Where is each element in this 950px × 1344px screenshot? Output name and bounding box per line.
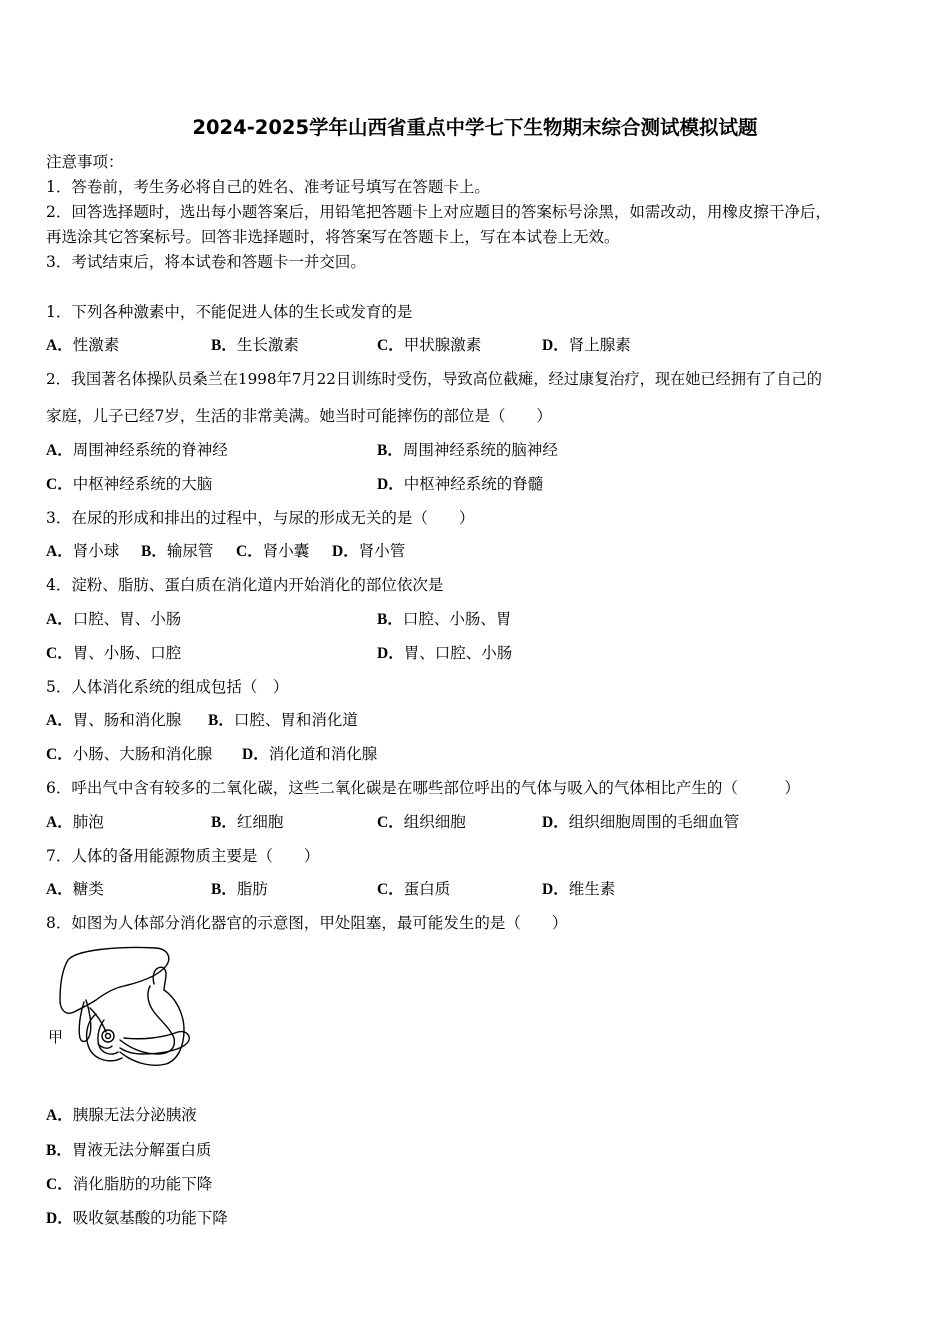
q3-option-b: B．输尿管 (141, 542, 214, 560)
q8-option-c: C．消化脂肪的功能下降 (46, 1175, 213, 1193)
q2-option-d: D．中枢神经系统的脊髓 (377, 475, 544, 493)
q8-option-a: A．胰腺无法分泌胰液 (46, 1106, 197, 1124)
question-7-stem: 7．人体的备用能源物质主要是（ ） (46, 847, 320, 865)
q4-option-a: A．口腔、胃、小肠 (46, 610, 182, 628)
q1-option-d: D．肾上腺素 (542, 336, 631, 354)
q7-option-b: B．脂肪 (211, 880, 268, 898)
q6-option-b: B．红细胞 (211, 813, 284, 831)
question-2-stem-cont: 家庭，儿子已经7岁，生活的非常美满。她当时可能摔伤的部位是（ ） (46, 407, 552, 425)
q7-option-a: A．糖类 (46, 880, 104, 898)
question-4-stem: 4．淀粉、脂肪、蛋白质在消化道内开始消化的部位依次是 (46, 576, 444, 594)
q7-option-c: C．蛋白质 (377, 880, 451, 898)
q4-option-d: D．胃、口腔、小肠 (377, 644, 513, 662)
digestive-organs-diagram (46, 942, 196, 1072)
page-title: 2024-2025学年山西省重点中学七下生物期末综合测试模拟试题 (192, 116, 758, 139)
q2-option-c: C．中枢神经系统的大脑 (46, 475, 213, 493)
digestive-organs-figure (46, 942, 196, 1072)
q6-option-a: A．肺泡 (46, 813, 104, 831)
q5-option-c: C．小肠、大肠和消化腺 (46, 745, 213, 763)
question-8-stem: 8．如图为人体部分消化器官的示意图，甲处阻塞，最可能发生的是（ ） (46, 914, 568, 932)
figure-label-jia: 甲 (48, 1028, 64, 1046)
q6-option-d: D．组织细胞周围的毛细血管 (542, 813, 740, 831)
q8-option-d: D．吸收氨基酸的功能下降 (46, 1209, 228, 1227)
q3-option-c: C．肾小囊 (236, 542, 310, 560)
q4-option-c: C．胃、小肠、口腔 (46, 644, 182, 662)
notice-item: 1．答卷前，考生务必将自己的姓名、准考证号填写在答题卡上。 (46, 178, 490, 196)
notice-heading: 注意事项： (46, 153, 124, 171)
question-2-stem: 2．我国著名体操队员桑兰在1998年7月22日训练时受伤，导致高位截瘫，经过康复治疗，现在她已经拥有了自己的 (46, 370, 822, 388)
q1-option-b: B．生长激素 (211, 336, 299, 354)
question-1-stem: 1．下列各种激素中，不能促进人体的生长或发育的是 (46, 303, 413, 321)
question-3-stem: 3．在尿的形成和排出的过程中，与尿的形成无关的是（ ） (46, 509, 475, 527)
q3-option-a: A．肾小球 (46, 542, 120, 560)
notice-item: 3．考试结束后，将本试卷和答题卡一并交回。 (46, 253, 366, 271)
q1-option-c: C．甲状腺激素 (377, 336, 482, 354)
q5-option-a: A．胃、肠和消化腺 (46, 711, 182, 729)
q5-option-d: D．消化道和消化腺 (242, 745, 378, 763)
q8-option-b: B．胃液无法分解蛋白质 (46, 1141, 212, 1159)
q5-option-b: B．口腔、胃和消化道 (208, 711, 358, 729)
q2-option-b: B．周围神经系统的脑神经 (377, 441, 558, 459)
question-6-stem: 6．呼出气中含有较多的二氧化碳，这些二氧化碳是在哪些部位呼出的气体与吸入的气体相比产生的（ ） (46, 779, 800, 797)
q4-option-b: B．口腔、小肠、胃 (377, 610, 512, 628)
notice-item: 再选涂其它答案标号。回答非选择题时，将答案写在答题卡上，写在本试卷上无效。 (46, 228, 620, 246)
q2-option-a: A．周围神经系统的脊神经 (46, 441, 228, 459)
q1-option-a: A．性激素 (46, 336, 120, 354)
q6-option-c: C．组织细胞 (377, 813, 466, 831)
q7-option-d: D．维生素 (542, 880, 616, 898)
q3-option-d: D．肾小管 (332, 542, 406, 560)
notice-item: 2．回答选择题时，选出每小题答案后，用铅笔把答题卡上对应题目的答案标号涂黑，如需改动，用橡皮擦干净后， (46, 203, 831, 221)
question-5-stem: 5．人体消化系统的组成包括（ ） (46, 678, 289, 696)
